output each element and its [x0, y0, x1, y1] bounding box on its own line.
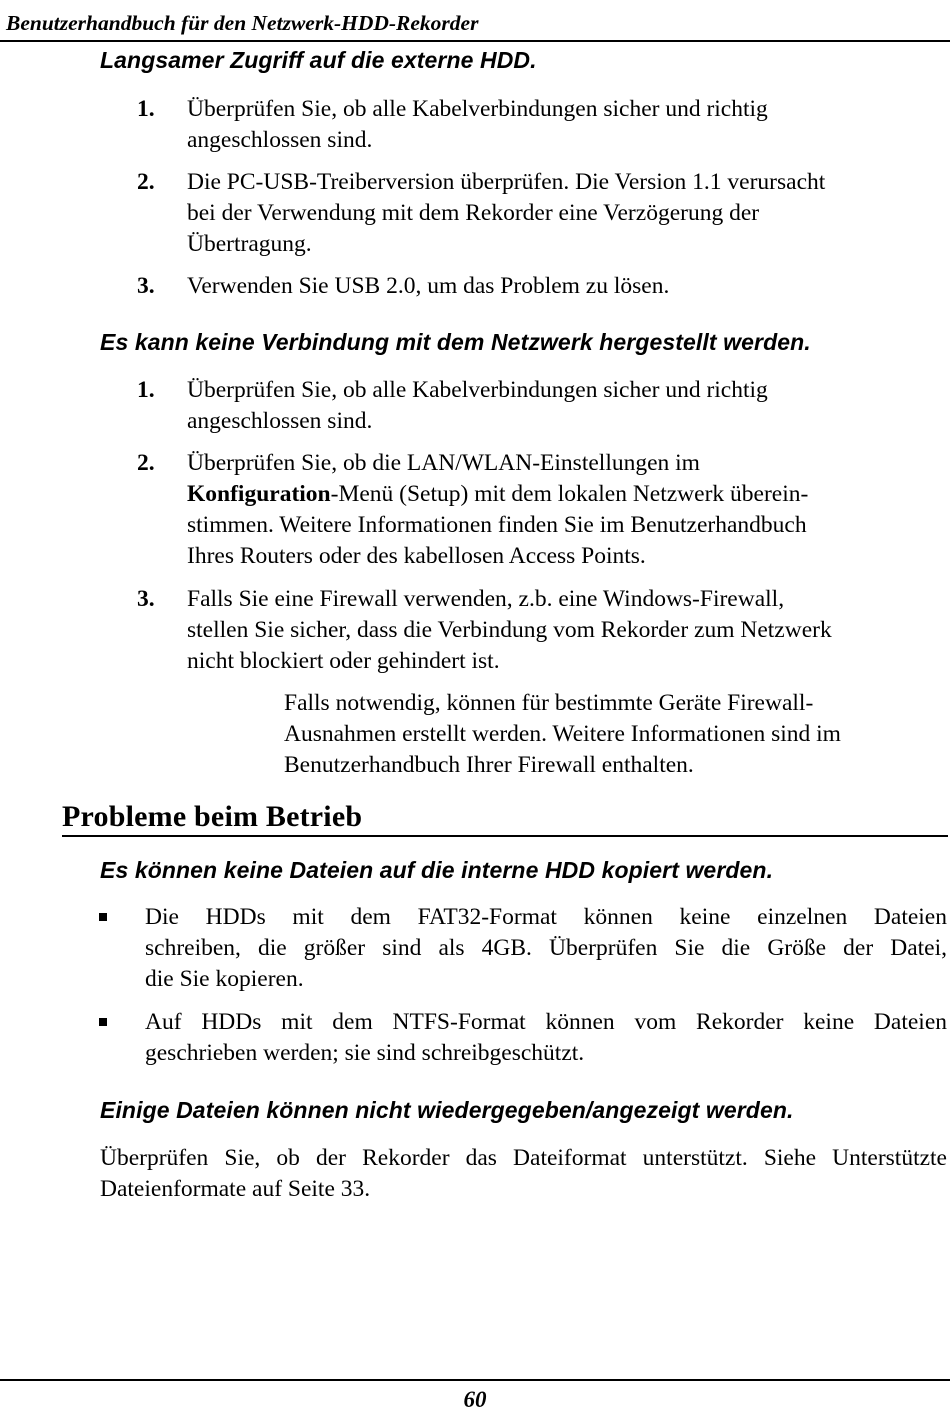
- paragraph-text: Überprüfen Sie, ob der Rekorder das Dateiformat unterstützt. Siehe Unterstützte: [100, 1145, 947, 1171]
- bullet-text: Auf HDDs mit dem NTFS-Format können vom Rekorder keine Dateien: [145, 1009, 947, 1035]
- list-number: 3.: [137, 273, 155, 299]
- page-number: 60: [463, 1387, 487, 1412]
- header-divider: [0, 40, 950, 42]
- list-item-text: bei der Verwendung mit dem Rekorder eine Verzögerung der: [187, 200, 760, 226]
- menu-name-bold: Konfiguration: [187, 481, 331, 507]
- list-item-text: Überprüfen Sie, ob alle Kabelverbindungen sicher und richtig: [187, 377, 768, 403]
- list-item-text: Ihres Routers oder des kabellosen Access Points.: [187, 543, 646, 569]
- footer-divider: [0, 1379, 950, 1381]
- chapter-heading-operation: Probleme beim Betrieb: [62, 800, 363, 833]
- document-header-title: Benutzerhandbuch für den Netzwerk-HDD-Rekorder: [6, 11, 479, 35]
- list-item-text: Die PC-USB-Treiberversion überprüfen. Die Version 1.1 verursacht: [187, 169, 826, 195]
- list-number: 2.: [137, 450, 155, 476]
- section-heading-slow-access: Langsamer Zugriff auf die externe HDD.: [100, 47, 537, 73]
- list-item-text: Übertragung.: [187, 231, 312, 257]
- list-item-text: Überprüfen Sie, ob die LAN/WLAN-Einstellungen im: [187, 450, 700, 476]
- bullet-text: die Sie kopieren.: [145, 966, 304, 992]
- list-item-text: stellen Sie sicher, dass die Verbindung vom Rekorder zum Netzwerk: [187, 617, 832, 643]
- section-heading-playback-failure: Einige Dateien können nicht wiedergegeben/angezeigt werden.: [100, 1097, 794, 1123]
- bullet-text: schreiben, die größer sind als 4GB. Überprüfen Sie die Größe der Datei,: [145, 935, 947, 961]
- bullet-square-icon: [99, 913, 107, 921]
- list-item-text: angeschlossen sind.: [187, 127, 373, 153]
- section-heading-no-network: Es kann keine Verbindung mit dem Netzwerk hergestellt werden.: [100, 329, 811, 355]
- note-text: Falls notwendig, können für bestimmte Geräte Firewall-: [284, 690, 814, 716]
- list-item-text: nicht blockiert oder gehindert ist.: [187, 648, 500, 674]
- list-number: 1.: [137, 377, 155, 403]
- section-heading-copy-failure: Es können keine Dateien auf die interne HDD kopiert werden.: [100, 857, 774, 883]
- list-item-text: [187, 481, 808, 508]
- bullet-text: geschrieben werden; sie sind schreibgeschützt.: [145, 1040, 585, 1066]
- list-number: 1.: [137, 96, 155, 122]
- list-item-text: Überprüfen Sie, ob alle Kabelverbindungen sicher und richtig: [187, 96, 768, 122]
- chapter-heading-divider: [62, 835, 948, 837]
- list-item-text: Verwenden Sie USB 2.0, um das Problem zu lösen.: [187, 273, 670, 299]
- list-item-text: Falls Sie eine Firewall verwenden, z.b. eine Windows-Firewall,: [187, 586, 785, 612]
- list-number: 3.: [137, 586, 155, 612]
- list-item-text: stimmen. Weitere Informationen finden Sie im Benutzerhandbuch: [187, 512, 807, 538]
- list-item-text-continued: -Menü (Setup) mit dem lokalen Netzwerk überein-: [330, 481, 809, 507]
- note-text: Ausnahmen erstellt werden. Weitere Informationen sind im: [284, 721, 841, 747]
- note-text: Benutzerhandbuch Ihrer Firewall enthalten.: [284, 752, 694, 778]
- bullet-text: Die HDDs mit dem FAT32-Format können keine einzelnen Dateien: [145, 904, 947, 930]
- paragraph-text: Dateienformate auf Seite 33.: [100, 1176, 371, 1202]
- list-item-text: angeschlossen sind.: [187, 408, 373, 434]
- list-number: 2.: [137, 169, 155, 195]
- bullet-square-icon: [99, 1018, 107, 1026]
